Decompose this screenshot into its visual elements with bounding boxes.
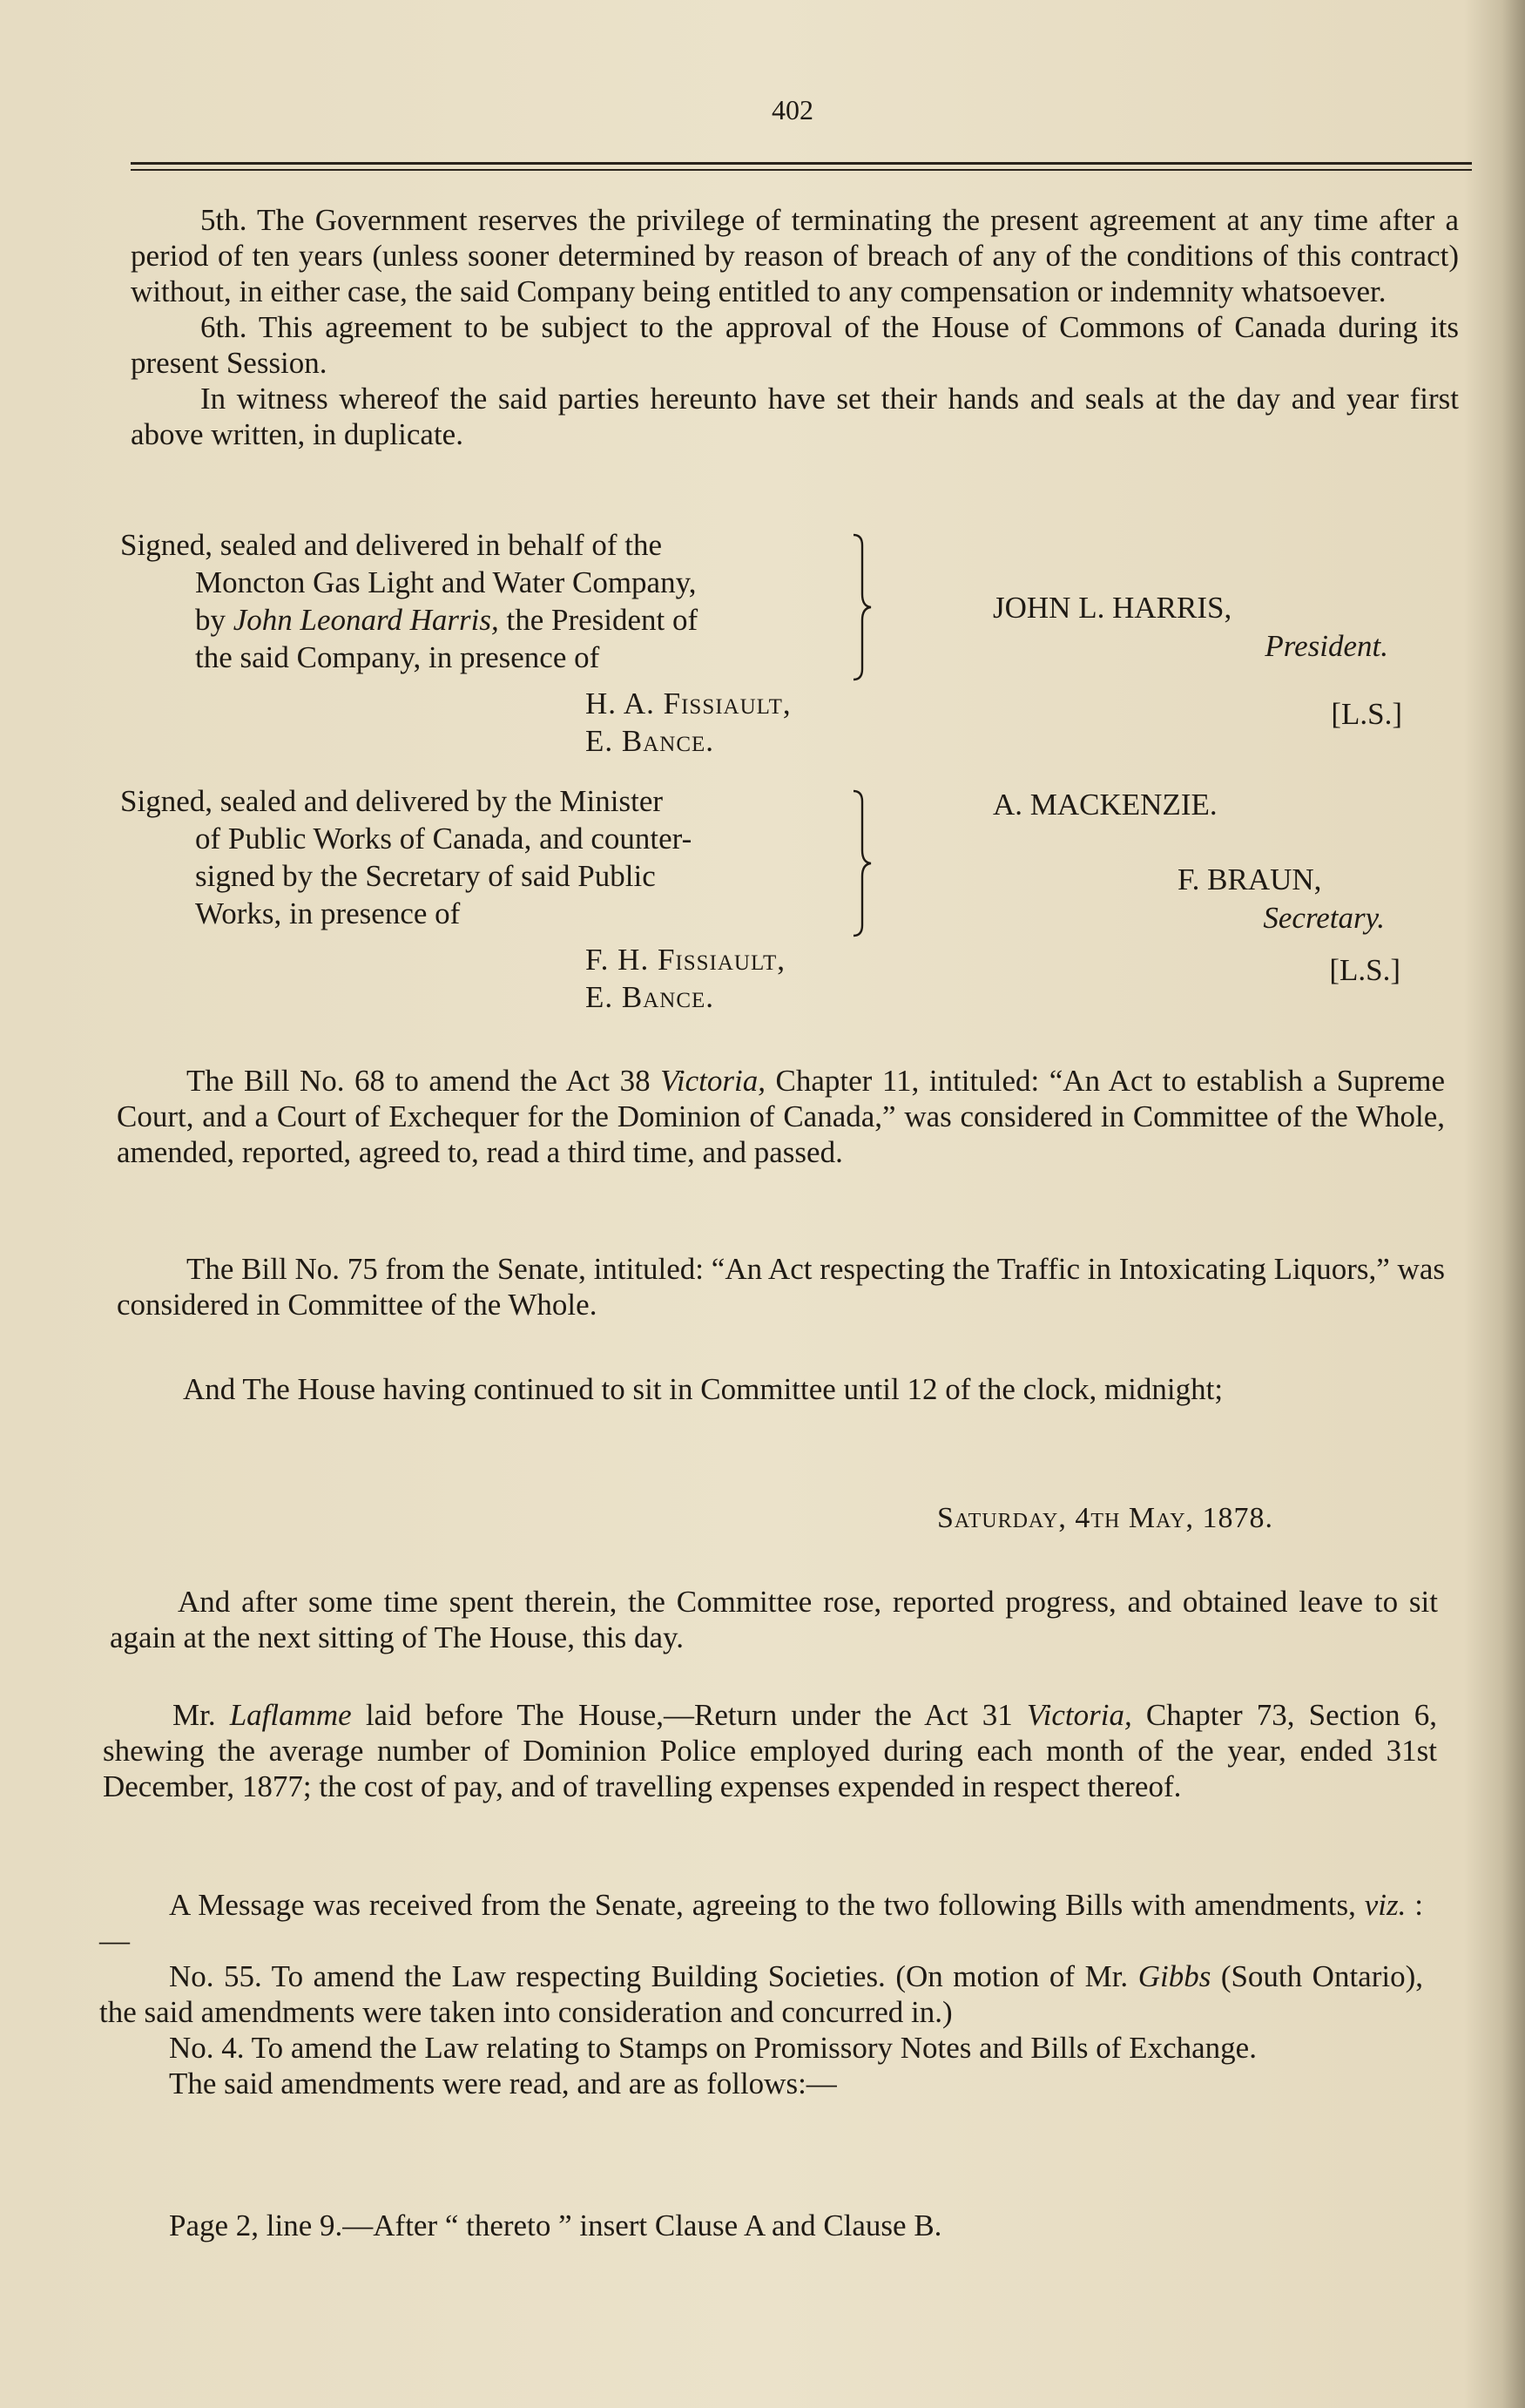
sig1-line-2: Moncton Gas Light and Water Company,: [195, 565, 697, 599]
bill-75-paragraph: The Bill No. 75 from the Senate, intituled: “An Act respecting the Traffic in Intoxicating Liquors,” was considered in Committee of the Whole.: [117, 1252, 1445, 1322]
date-heading: Saturday, 4th May, 1878.: [937, 1502, 1274, 1534]
sig2-line-4: Works, in presence of: [195, 896, 461, 930]
signature-block-minister: [120, 782, 692, 932]
sig2-signatory-title: Secretary.: [1263, 901, 1385, 935]
sig1-signatory-name: JOHN L. HARRIS,: [993, 591, 1232, 625]
sig2-witnesses: [585, 941, 786, 1016]
sig1-witness-2: E. Bance.: [585, 724, 715, 758]
sig1-witness-1: H. A. Fissiault,: [585, 687, 792, 720]
sig2-line-2: of Public Works of Canada, and counter-: [195, 822, 692, 856]
clause-6th: 6th. This agreement to be subject to the approval of the House of Commons of Canada during its present Session.: [131, 310, 1459, 380]
amendments-read: The said amendments were read, and are as follows:—: [169, 2066, 837, 2100]
sig2-seal: [L.S.]: [1329, 953, 1400, 987]
sig2-line-1: Signed, sealed and delivered by the Minister: [120, 784, 664, 818]
sig1-seal: [L.S.]: [1331, 697, 1402, 731]
sig2-witness-2: E. Bance.: [585, 980, 715, 1014]
clause-5th: 5th. The Government reserves the privilege of terminating the present agreement at any time after a period of ten years (unless sooner determined by reason of breach of any of the conditions of this contract) without, in either case, the said Company being entitled to any compensation or indemnity whatsoever.: [131, 203, 1459, 308]
agreement-clauses: [131, 202, 1459, 452]
right-brace-2: [852, 789, 874, 937]
progress-paragraph: And after some time spent therein, the Committee rose, reported progress, and obtained leave to sit again at the next sitting of The House, this day.: [110, 1585, 1438, 1654]
page-2-amendment: Page 2, line 9.—After “ thereto ” insert Clause A and Clause B.: [169, 2208, 942, 2242]
senate-message: A Message was received from the Senate, agreeing to the two following Bills with amendments, viz. :—: [99, 1888, 1423, 1958]
witness-clause: In witness whereof the said parties hereunto have set their hands and seals at the day and year first above written, in duplicate.: [131, 382, 1459, 451]
senate-message-section: [99, 1887, 1423, 2101]
sitting-paragraph: And The House having continued to sit in Committee until 12 of the clock, midnight;: [183, 1372, 1224, 1406]
sig1-line-4: the said Company, in presence of: [195, 640, 600, 674]
bill-68-paragraph: The Bill No. 68 to amend the Act 38 Victoria, Chapter 11, intituled: “An Act to establish a Supreme Court, and a Court of Exchequer for the Dominion of Canada,” was considered in Committee of the Whole, amended, reported, agreed to, read a third time, and passed.: [117, 1064, 1445, 1169]
sig1-witnesses: [585, 685, 792, 760]
sig1-line-3: by John Leonard Harris, the President of: [195, 603, 698, 637]
bill-4-item: No. 4. To amend the Law relating to Stamps on Promissory Notes and Bills of Exchange.: [169, 2031, 1257, 2065]
sig2-signatory-minister: A. MACKENZIE.: [993, 788, 1218, 822]
sig2-signatory-secretary: F. BRAUN,: [1177, 862, 1322, 896]
sig1-line-1: Signed, sealed and delivered in behalf of the: [120, 528, 663, 562]
bill-55-item: No. 55. To amend the Law respecting Building Societies. (On motion of Mr. Gibbs (South Ontario), the said amendments were taken into consideration and concurred in.): [99, 1959, 1423, 2029]
sig2-witness-1: F. H. Fissiault,: [585, 943, 786, 977]
signature-block-company: [120, 526, 698, 676]
header-rule-top: [131, 162, 1472, 165]
sig2-line-3: signed by the Secretary of said Public: [195, 859, 656, 893]
laflamme-paragraph: Mr. Laflamme laid before The House,—Return under the Act 31 Victoria, Chapter 73, Section 6, shewing the average number of Dominion Police employed during each month of the year, ended 31st December, 1877; the cost of pay, and of travelling expenses expended in respect thereof.: [103, 1698, 1437, 1803]
header-rule-bottom: [131, 169, 1472, 171]
right-brace-1: [852, 533, 874, 681]
sig1-signatory-title: President.: [1265, 629, 1388, 663]
page-number: 402: [772, 94, 813, 125]
